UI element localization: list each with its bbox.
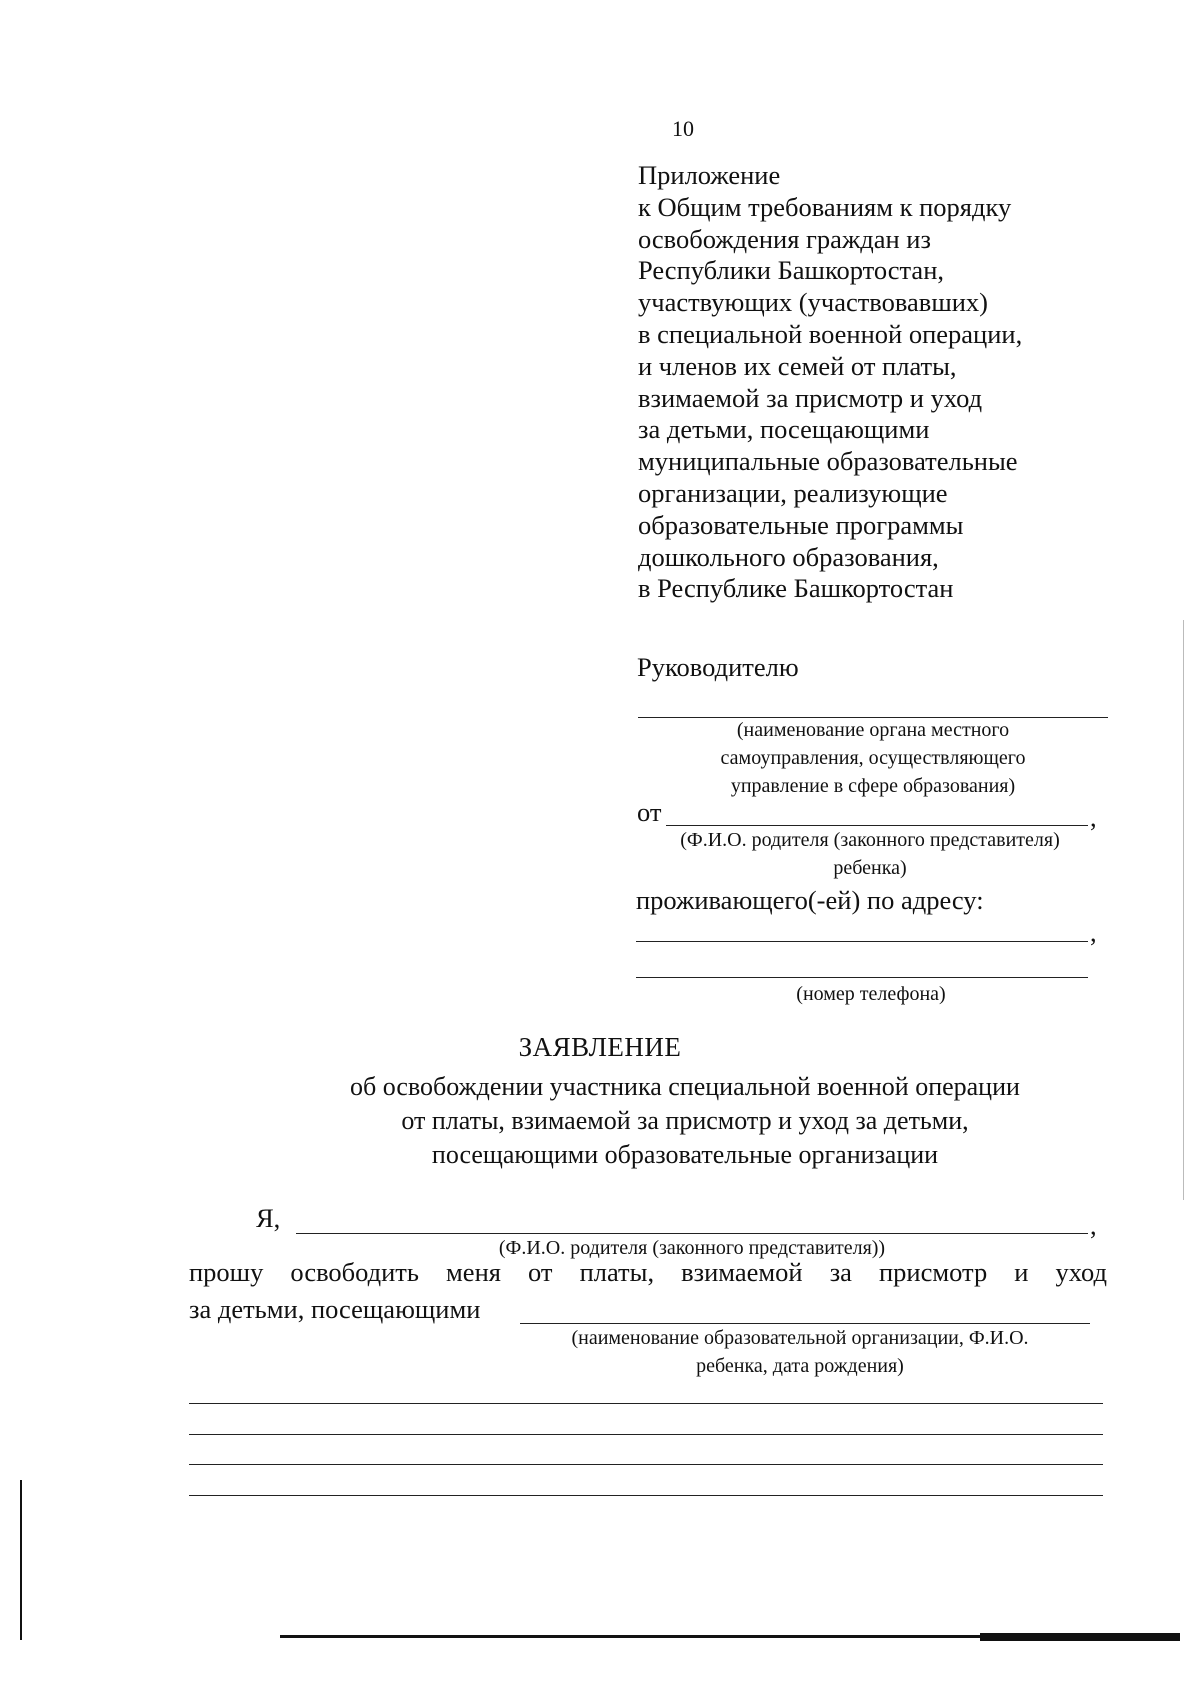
details-field-3[interactable] (189, 1464, 1103, 1465)
applicant-comma: , (1090, 1210, 1097, 1240)
details-field-2[interactable] (189, 1434, 1103, 1435)
scan-bottom-bar-heavy (980, 1633, 1180, 1641)
scan-edge-mark-right (1183, 620, 1184, 1200)
appendix-line: участвующих (участвовавших) (638, 287, 988, 318)
addressee-label: Руководителю (637, 652, 799, 682)
appendix-line: взимаемой за присмотр и уход (638, 382, 983, 413)
phone-field[interactable] (636, 977, 1088, 978)
appendix-line: и членов их семей от платы, (638, 350, 957, 381)
address-comma: , (1090, 917, 1097, 947)
from-comma: , (1090, 802, 1097, 832)
from-label: от (637, 797, 662, 827)
i-label: Я, (256, 1203, 281, 1233)
appendix-line: освобождения граждан из (638, 223, 931, 254)
parent-caption: (Ф.И.О. родителя (законного представителя) ребенка) (680, 829, 1060, 879)
appendix-line: Приложение (638, 160, 781, 190)
appendix-line: Республики Башкортостан, (638, 255, 945, 286)
request-line: прошу освободить меня от платы, взимаемой за присмотр и уход (189, 1257, 1107, 1287)
appendix-line: образовательные программы (638, 509, 964, 540)
request-line-2: за детьми, посещающими (189, 1294, 481, 1324)
appendix-line: в специальной военной операции, (638, 318, 1023, 349)
appendix-line: дошкольного образования, (638, 541, 939, 572)
appendix-line: муниципальные образовательные (638, 446, 1018, 477)
statement-title: ЗАЯВЛЕНИЕ (518, 1032, 682, 1062)
appendix-line: за детьми, посещающими (638, 414, 930, 445)
appendix-line: к Общим требованиям к порядку (638, 191, 1012, 222)
appendix-block (638, 160, 1022, 605)
page-number: 10 (672, 116, 694, 141)
applicant-caption: (Ф.И.О. родителя (законного представителя)) (498, 1237, 886, 1259)
appendix-line: в Республике Башкортостан (638, 573, 954, 604)
statement-subtitle: об освобождении участника специальной военной операции от платы, взимаемой за присмотр и уход за детьми, посещающими образовательные организации (350, 1072, 1020, 1169)
address-label: проживающего(-ей) по адресу: (636, 885, 984, 915)
appendix-line: организации, реализующие (638, 477, 948, 508)
phone-caption: (номер телефона) (796, 983, 946, 1005)
details-field-4[interactable] (189, 1495, 1103, 1496)
scan-edge-mark-left (20, 1480, 22, 1640)
organization-caption: (наименование образовательной организации, Ф.И.О. ребенка, дата рождения) (571, 1327, 1029, 1377)
details-field-1[interactable] (189, 1403, 1103, 1404)
authority-caption: (наименование органа местного самоуправления, осуществляющего управление в сфере образования) (720, 719, 1026, 797)
address-field[interactable] (636, 941, 1088, 942)
